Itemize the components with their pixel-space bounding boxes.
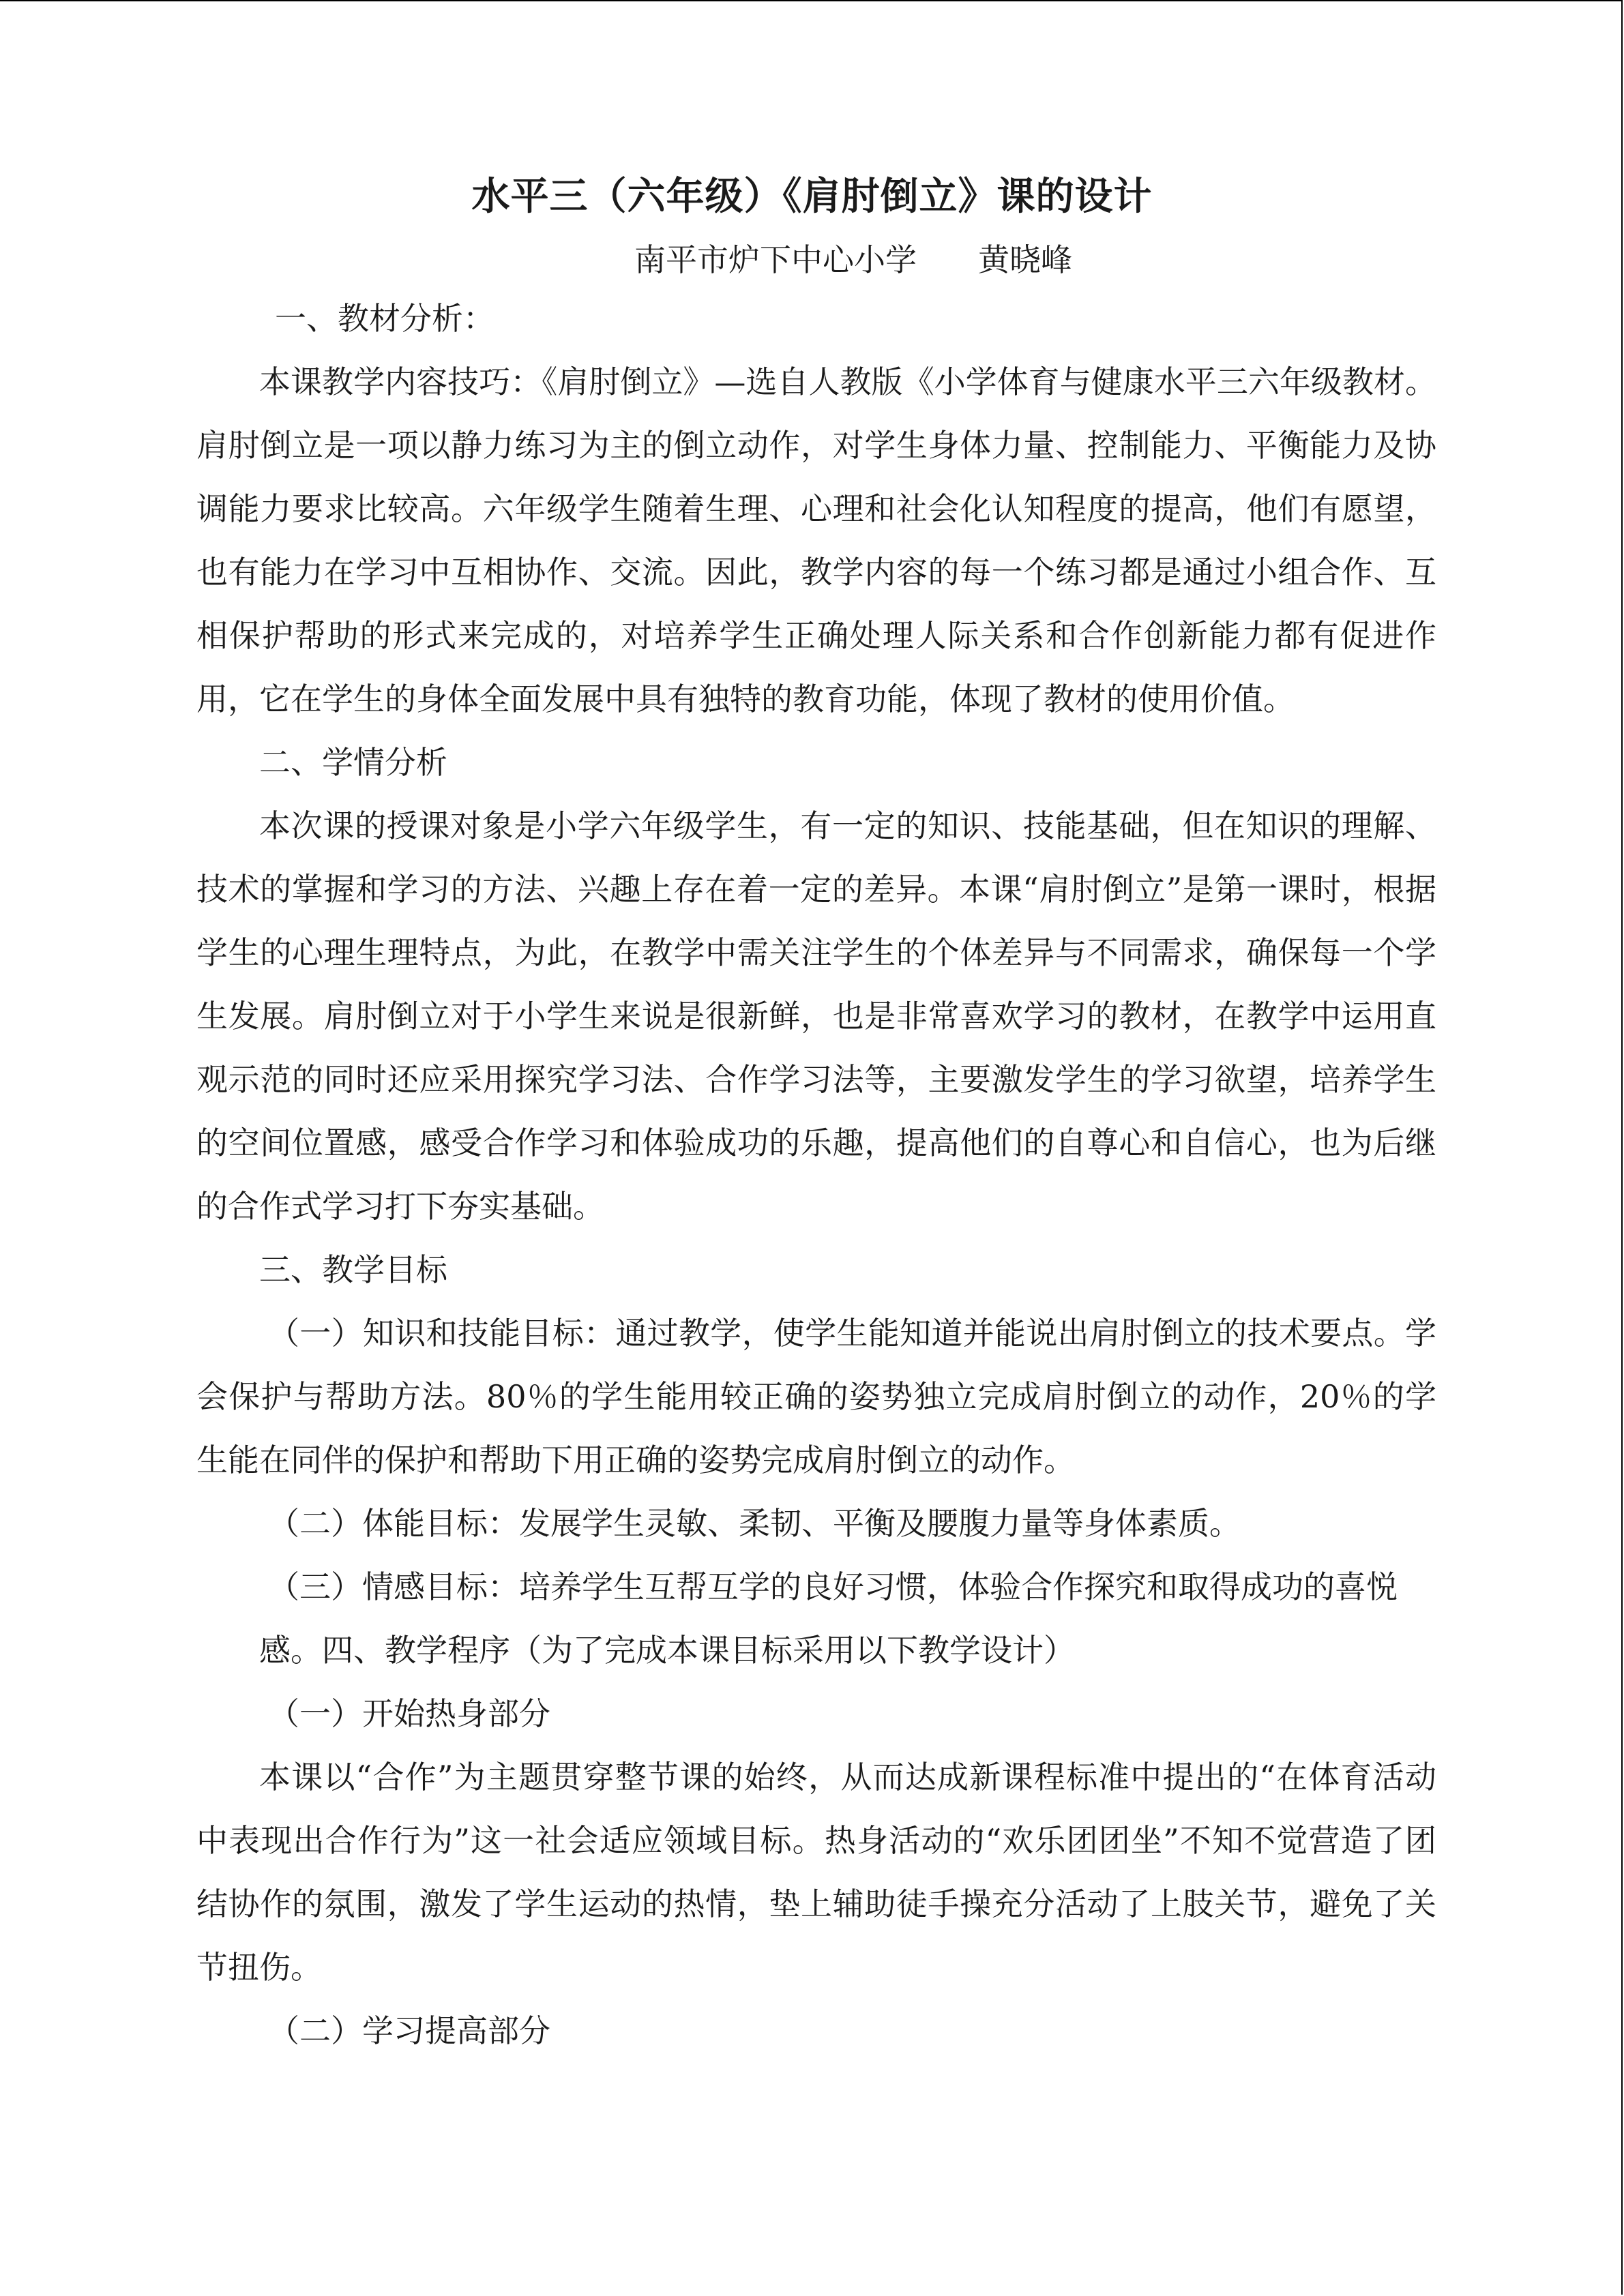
school-name: 南平市炉下中心小学 (634, 241, 917, 278)
objective-emotion: （三）情感目标：培养学生互帮互学的良好习惯，体验合作探究和取得成功的喜悦 (268, 1568, 1398, 1605)
paragraph-warmup: 本课以“合作”为主题贯穿整节课的始终，从而达成新课程标准中提出的“在体育活动中表现出合作行为”这一社会适应领域目标。热身活动的“欢乐团团坐”不知不觉营造了团结协作的氛围，激发了学生运动的热情，垫上辅助徒手操充分活动了上肢关节，避免了关节扭伤。 (196, 1759, 1436, 1986)
paragraph-students: 本次课的授课对象是小学六年级学生，有一定的知识、技能基础，但在知识的理解、技术的掌握和学习的方法、兴趣上存在着一定的差异。本课“肩肘倒立”是第一课时，根据学生的心理生理特点，为此，在教学中需关注学生的个体差异与不同需求，确保每一个学生发展。肩肘倒立对于小学生来说是很新鲜，也是非常喜欢学习的教材，在教学中运用直观示范的同时还应采用探究学习法、合作学习法等，主要激发学生的学习欲望，培养学生的空间位置感，感受合作学习和体验成功的乐趣，提高他们的自尊心和自信心，也为后继的合作式学习打下夯实基础。 (196, 807, 1436, 1225)
section-heading-procedure: 感。四、教学程序（为了完成本课目标采用以下教学设计） (259, 1632, 1075, 1669)
document-title: 水平三（六年级）《肩肘倒立》课的设计 (471, 174, 1153, 219)
procedure-learning-heading: （二）学习提高部分 (268, 2012, 550, 2049)
objective-fitness: （二）体能目标：发展学生灵敏、柔韧、平衡及腰腹力量等身体素质。 (268, 1505, 1241, 1542)
document-body (196, 287, 1436, 2063)
section-heading-materials: 一、教材分析： (275, 300, 494, 337)
section-heading-students: 二、学情分析 (259, 744, 447, 781)
byline (634, 236, 1072, 284)
author-name: 黄晓峰 (978, 241, 1072, 278)
procedure-warmup-heading: （一）开始热身部分 (268, 1695, 550, 1732)
objective-knowledge: （一）知识和技能目标：通过教学，使学生能知道并能说出肩肘倒立的技术要点。学会保护与帮助方法。80％的学生能用较正确的姿势独立完成肩肘倒立的动作，20％的学生能在同伴的保护和帮助下用正确的姿势完成肩肘倒立的动作。 (196, 1315, 1436, 1478)
section-heading-objectives: 三、教学目标 (259, 1251, 447, 1288)
paragraph-materials: 本课教学内容技巧：《肩肘倒立》—选自人教版《小学体育与健康水平三六年级教材。肩肘倒立是一项以静力练习为主的倒立动作，对学生身体力量、控制能力、平衡能力及协调能力要求比较高。六年级学生随着生理、心理和社会化认知程度的提高，他们有愿望，也有能力在学习中互相协作、交流。因此，教学内容的每一个练习都是通过小组合作、互相保护帮助的形式来完成的，对培养学生正确处理人际关系和合作创新能力都有促进作用，它在学生的身体全面发展中具有独特的教育功能，体现了教材的使用价值。 (196, 363, 1436, 717)
